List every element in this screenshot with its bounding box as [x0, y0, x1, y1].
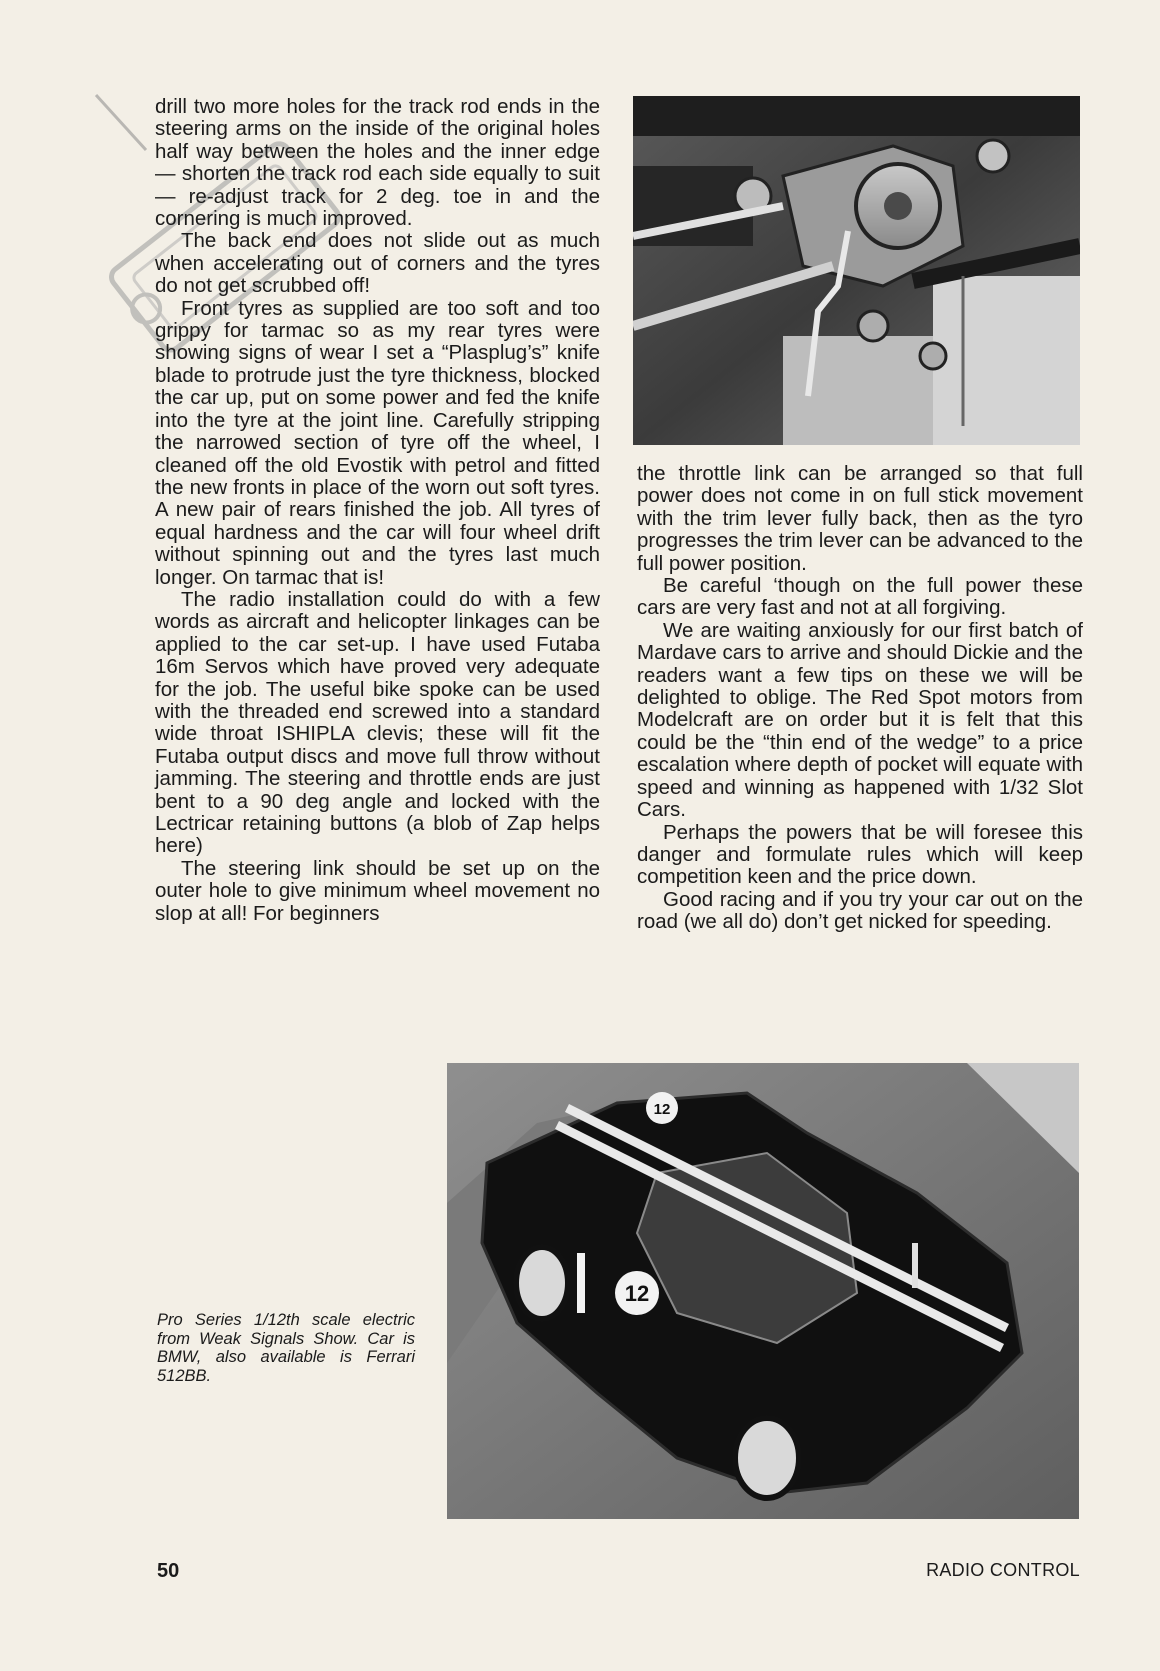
race-number-roof: 12 [653, 1101, 671, 1118]
page-number: 50 [157, 1560, 180, 1582]
paragraph: The steering link should be set up on the outer hole to give minimum wheel movement no slop at all! For beginners [155, 856, 600, 925]
paragraph: drill two more holes for the track rod ends in the steering arms on the inside of the original holes half way between the holes and the inner edge — shorten the track rod each side equally to suit — re-adjust track for 2 deg. toe in and the cornering is much improved. [155, 95, 600, 231]
throttle-linkage-photo [633, 96, 1080, 445]
paragraph: Be careful ‘though on the full power these cars are very fast and not at all forgiving. [637, 574, 1083, 620]
article-right-column [637, 463, 1083, 934]
paragraph: The back end does not slide out as much when accelerating out of corners and the tyres do not get scrubbed off! [155, 229, 600, 298]
paragraph: the throttle link can be arranged so that full power does not come in on full stick movement with the trim lever fully back, then as the tyro progresses the trim lever can be advanced to the full power position. [637, 462, 1083, 575]
paragraph: Perhaps the powers that be will foresee this danger and formulate rules which will keep competition keen and the price down. [637, 820, 1083, 889]
article-left-column [155, 96, 600, 925]
bmw-model-car-photo [447, 1063, 1079, 1519]
paragraph: Good racing and if you try your car out on the road (we all do) don’t get nicked for speeding. [637, 887, 1083, 934]
photo-caption: Pro Series 1/12th scale electric from Weak Signals Show. Car is BMW, also available is Ferrari 512BB. [157, 1311, 415, 1385]
paragraph: We are waiting anxiously for our first batch of Mardave cars to arrive and should Dickie and the readers want a few tips on these we will be delighted to oblige. The Red Spot motors from Modelcraft are on order but it is felt that this could be the “thin end of the wedge” to a price escalation where depth of pocket will equate with speed and winning as happened with 1/32 Slot Cars. [637, 618, 1083, 822]
race-number-side: 12 [624, 1281, 650, 1306]
magazine-name: RADIO CONTROL [926, 1560, 1080, 1580]
paragraph: Front tyres as supplied are too soft and too grippy for tarmac so as my rear tyres were showing signs of wear I set a “Plasplug’s” knife blade to protrude just the tyre thickness, blocked the car up, put on some power and fed the knife into the tyre at the joint line. Carefully stripping the narrowed section of tyre off the wheel, I cleaned off the old Evostik with petrol and fitted the new fronts in place of the worn out soft tyres. A new pair of rears finished the job. All tyres of equal hardness and the car will four wheel drift without spinning out and the tyres last much longer. On tarmac that is! [155, 296, 600, 589]
paragraph: The radio installation could do with a few words as aircraft and helicopter linkages can be applied to the car set-up. I have used Futaba 16m Servos which have proved very adequate for the job. The useful bike spoke can be used with the threaded end screwed into a standard wide throat ISHIPLA clevis; these will fit the Futaba output discs and move full throw without jamming. The steering and throttle ends are just bent to a 90 deg angle and locked with the Lectricar retaining buttons (a blob of Zap helps here) [155, 587, 600, 858]
